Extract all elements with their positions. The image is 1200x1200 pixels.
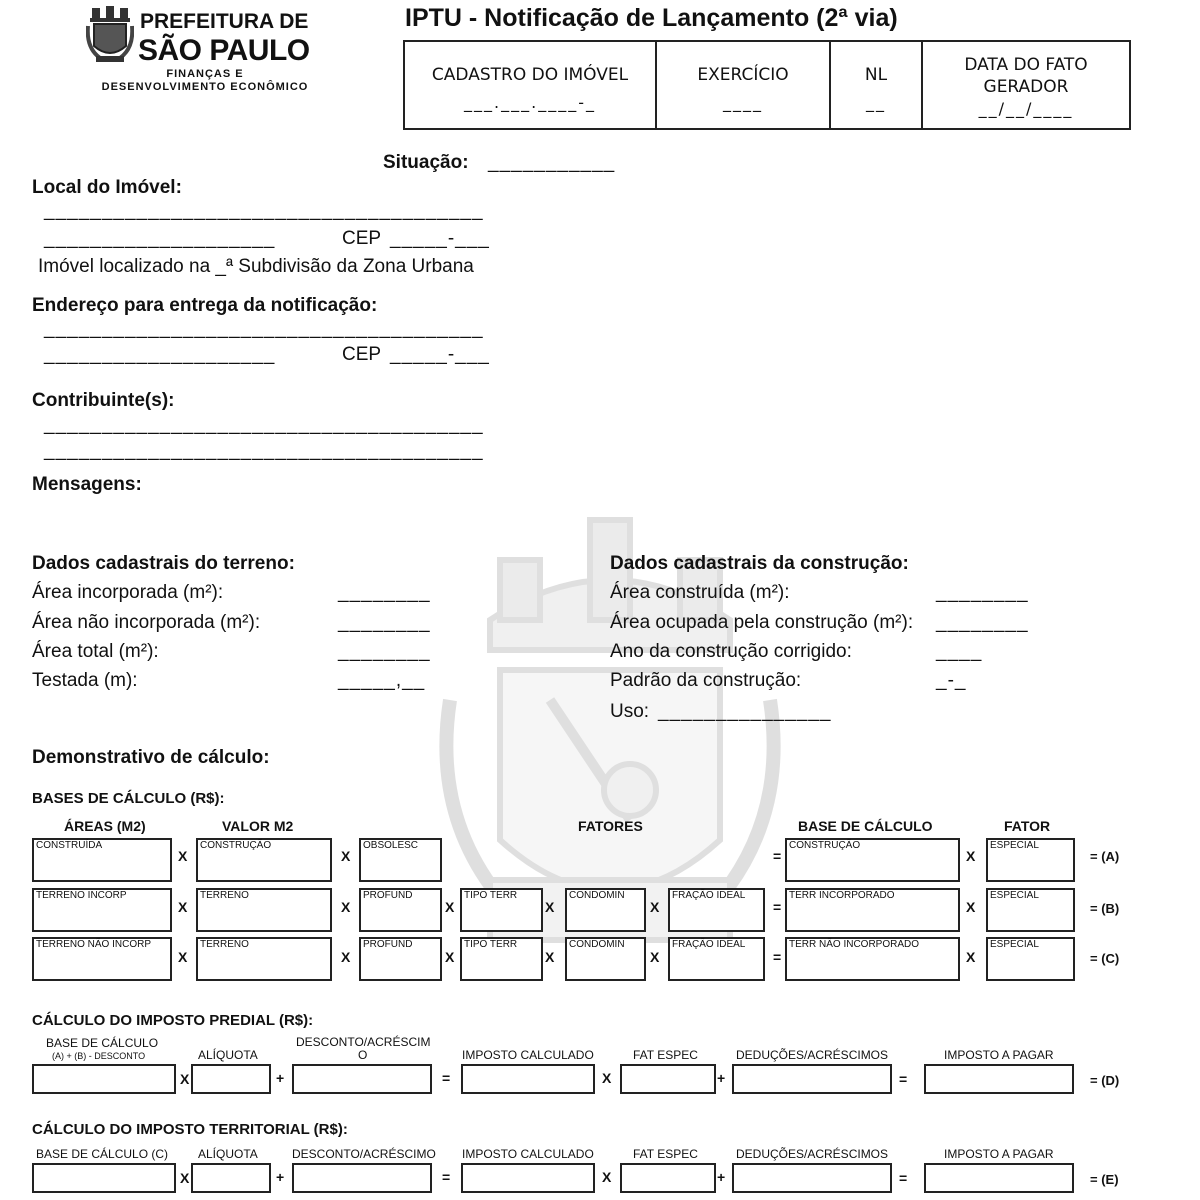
fracao-ideal-field[interactable] [668,937,765,981]
terreno-row-value: ________ [338,612,431,633]
predial-desconto-field[interactable] [292,1064,432,1094]
territorial-pagar-header: IMPOSTO A PAGAR [944,1147,1054,1161]
field-label: TIPO TERR [464,890,518,901]
endereco-line-2: ____________________ [44,344,276,365]
field-label: TERRENO [200,939,249,950]
logo-line-3: FINANÇAS E [166,68,244,80]
logo-line-4: DESENVOLVIMENTO ECONÔMICO [101,81,309,93]
field-label: ESPECIAL [990,840,1039,851]
col-areas-header: ÁREAS (M2) [64,818,146,834]
nl-label: NL [864,64,888,85]
construcao-row-value: ________ [936,612,1029,633]
predial-imposto-pagar-field[interactable] [924,1064,1074,1094]
multiply-operator: X [341,949,351,965]
plus-operator: + [276,1169,285,1185]
predial-fat-header: FAT ESPEC [633,1048,698,1062]
predial-imposto-header: IMPOSTO CALCULADO [462,1048,594,1062]
plus-operator: + [717,1070,726,1086]
multiply-operator: X [966,848,976,864]
territorial-deducoes-field[interactable] [732,1163,892,1193]
fracao-ideal-field[interactable] [668,888,765,932]
construcao-row-value: _-_ [936,670,967,691]
cadastro-cell [404,41,656,129]
col-base-header: BASE DE CÁLCULO [798,818,933,834]
multiply-operator: X [445,899,455,915]
construcao-row-label: Padrão da construção: [610,670,802,691]
field-label: TERRENO INCORP [36,890,127,901]
local-line-1: ______________________________________ [44,200,484,221]
result-c-label: = (C) [1090,951,1120,966]
construcao-row-label: Área ocupada pela construção (m²): [610,612,914,633]
data-fato-label-1: DATA DO FATO [964,54,1088,75]
construcao-row-label: Ano da construção corrigido: [610,641,852,662]
page-title: IPTU - Notificação de Lançamento (2ª via) [405,4,898,32]
result-b-label: = (B) [1090,901,1120,916]
demonstrativo-title: Demonstrativo de cálculo: [32,747,270,768]
territorial-desconto-header: DESCONTO/ACRÉSCIMO [292,1147,436,1161]
multiply-operator: X [180,1170,190,1186]
field-label: TERRENO [200,890,249,901]
contribuinte-line-2: ______________________________________ [44,440,484,461]
nl-cell [830,41,922,129]
field-label: PROFUND [363,890,413,901]
terreno-row-value: ________ [338,641,431,662]
exercicio-label: EXERCÍCIO [697,64,789,85]
data-fato-value: __/__/____ [978,98,1074,118]
fator-especial-field[interactable] [986,888,1075,932]
area-terreno-nao-incorp-field[interactable] [32,937,172,981]
terreno-row-value: ________ [338,582,431,603]
uso-value: _______________ [658,701,832,722]
terreno-row-label: Testada (m): [32,670,138,691]
multiply-operator: X [341,899,351,915]
tipo-terr-field[interactable] [460,937,543,981]
equals-operator: = [773,899,782,915]
obsolesc-field[interactable] [359,838,442,882]
field-label: TIPO TERR [464,939,518,950]
prefeitura-logo [76,4,346,96]
tipo-terr-field[interactable] [460,888,543,932]
multiply-operator: X [341,848,351,864]
predial-pagar-header: IMPOSTO A PAGAR [944,1048,1054,1062]
uso-label: Uso: [610,701,650,722]
nl-value: __ [866,92,886,112]
area-terreno-incorp-field[interactable] [32,888,172,932]
multiply-operator: X [602,1169,612,1185]
endereco-label: Endereço para entrega da notificação: [32,295,378,316]
equals-operator: = [442,1070,451,1086]
territorial-base-field[interactable] [32,1163,176,1193]
terreno-row-label: Área total (m²): [32,641,159,662]
field-label: FRAÇÃO IDEAL [672,939,746,950]
multiply-operator: X [966,949,976,965]
predial-aliquota-header: ALÍQUOTA [198,1048,258,1062]
profund-field[interactable] [359,888,442,932]
profund-field[interactable] [359,937,442,981]
logo-line-2: SÃO PAULO [138,34,310,67]
equals-operator: = [773,949,782,965]
terreno-title: Dados cadastrais do terreno: [32,553,295,574]
field-label: CONSTRUÇÃO [200,840,272,851]
plus-operator: + [276,1070,285,1086]
field-label: OBSOLESC [363,840,419,851]
equals-operator: = [773,848,782,864]
field-label: CONSTRUÍDA [36,840,103,851]
cadastro-value: ___.___.____-_ [464,92,596,112]
bases-title: BASES DE CÁLCULO (R$): [32,790,225,807]
predial-fat-espec-field[interactable] [620,1064,716,1094]
base-terr-incorporado-field[interactable] [785,888,960,932]
territorial-title: CÁLCULO DO IMPOSTO TERRITORIAL (R$): [32,1121,348,1138]
fator-especial-field[interactable] [986,937,1075,981]
contribuinte-label: Contribuinte(s): [32,390,175,411]
area-construida-field[interactable] [32,838,172,882]
valor-terreno-field[interactable] [196,888,332,932]
condomin-field[interactable] [565,888,646,932]
valor-construcao-field[interactable] [196,838,332,882]
local-cep-value: _____-___ [390,228,490,249]
result-d-label: = (D) [1090,1073,1120,1088]
equals-operator: = [442,1169,451,1185]
predial-base-header: BASE DE CÁLCULO [46,1036,159,1050]
territorial-fat-header: FAT ESPEC [633,1147,698,1161]
predial-aliquota-field[interactable] [191,1064,271,1094]
situacao-label: Situação: [383,152,469,173]
multiply-operator: X [178,899,188,915]
terreno-row-label: Área não incorporada (m²): [32,612,261,633]
contribuinte-line-1: ______________________________________ [44,414,484,435]
predial-desconto-header-wrap: O [358,1048,368,1062]
mensagens-label: Mensagens: [32,474,142,495]
col-fator-header: FATOR [1004,818,1051,834]
territorial-aliquota-field[interactable] [191,1163,271,1193]
local-cep-label: CEP [342,228,382,249]
predial-deducoes-field[interactable] [732,1064,892,1094]
multiply-operator: X [650,949,660,965]
territorial-deducoes-header: DEDUÇÕES/ACRÉSCIMOS [736,1147,889,1161]
logo-line-1: PREFEITURA DE [140,10,309,33]
territorial-base-header: BASE DE CÁLCULO (C) [36,1147,169,1161]
construcao-title: Dados cadastrais da construção: [610,553,909,574]
predial-base-field[interactable] [32,1064,176,1094]
multiply-operator: X [178,949,188,965]
cadastro-label: CADASTRO DO IMÓVEL [431,64,629,85]
territorial-aliquota-header: ALÍQUOTA [198,1147,258,1161]
exercicio-value: ____ [723,92,763,112]
predial-deducoes-header: DEDUÇÕES/ACRÉSCIMOS [736,1048,889,1062]
multiply-operator: X [545,899,555,915]
predial-base-subheader: (A) + (B) - DESCONTO [52,1051,146,1061]
subdivisao-text: Imóvel localizado na _ª Subdivisão da Zona Urbana [38,256,474,277]
multiply-operator: X [445,949,455,965]
exercicio-cell [656,41,830,129]
multiply-operator: X [602,1070,612,1086]
equals-operator: = [899,1071,908,1087]
territorial-desconto-field[interactable] [292,1163,432,1193]
base-construcao-field[interactable] [785,838,960,882]
predial-desconto-header: DESCONTO/ACRÉSCIM [296,1035,431,1049]
field-label: ESPECIAL [990,939,1039,950]
territorial-imposto-header: IMPOSTO CALCULADO [462,1147,594,1161]
logo-subtitle [76,68,334,94]
local-imovel-label: Local do Imóvel: [32,177,182,198]
endereco-line-1: ______________________________________ [44,318,484,339]
condomin-field[interactable] [565,937,646,981]
terreno-row-label: Área incorporada (m²): [32,582,224,603]
territorial-imposto-calculado-field[interactable] [461,1163,595,1193]
construcao-row-value: ____ [936,641,983,662]
field-label: TERRENO NÃO INCORP [36,939,152,950]
field-label: CONDOMIN [569,939,625,950]
field-label: FRAÇÃO IDEAL [672,890,746,901]
base-terr-nao-incorporado-field[interactable] [785,937,960,981]
multiply-operator: X [545,949,555,965]
data-fato-label-2: GERADOR [983,76,1069,97]
field-label: PROFUND [363,939,413,950]
header-table [403,40,1131,130]
construcao-row-label: Área construída (m²): [610,582,790,603]
multiply-operator: X [178,848,188,864]
territorial-imposto-pagar-field[interactable] [924,1163,1074,1193]
field-label: TERR INCORPORADO [789,890,895,901]
col-fatores-header: FATORES [578,818,643,834]
equals-operator: = [899,1170,908,1186]
endereco-cep-label: CEP [342,344,382,365]
situacao-value: ___________ [488,152,616,173]
col-valor-header: VALOR M2 [222,818,294,834]
field-label: CONSTRUÇÃO [789,840,861,851]
sao-paulo-crest-icon [86,6,134,64]
result-e-label: = (E) [1090,1172,1119,1187]
data-fato-cell [922,41,1130,129]
predial-imposto-calculado-field[interactable] [461,1064,595,1094]
field-label: CONDOMIN [569,890,625,901]
fator-especial-field[interactable] [986,838,1075,882]
terreno-row-value: _____,__ [338,670,426,691]
multiply-operator: X [180,1071,190,1087]
multiply-operator: X [650,899,660,915]
endereco-cep-value: _____-___ [390,344,490,365]
construcao-row-value: ________ [936,582,1029,603]
multiply-operator: X [966,899,976,915]
local-line-2: ____________________ [44,228,276,249]
valor-terreno-field[interactable] [196,937,332,981]
result-a-label: = (A) [1090,849,1120,864]
plus-operator: + [717,1169,726,1185]
field-label: ESPECIAL [990,890,1039,901]
field-label: TERR NÃO INCORPORADO [789,939,920,950]
predial-title: CÁLCULO DO IMPOSTO PREDIAL (R$): [32,1012,314,1029]
territorial-fat-espec-field[interactable] [620,1163,716,1193]
